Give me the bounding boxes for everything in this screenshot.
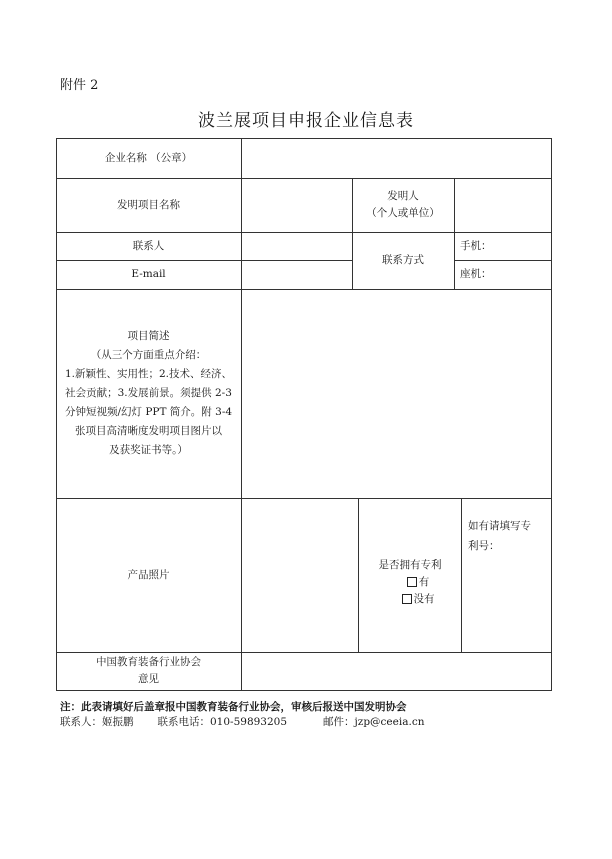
patent-number-label: 如有请填写专 [468, 520, 531, 532]
spacer [134, 714, 158, 729]
patent-question [359, 498, 461, 652]
association-name: 中国教育装备行业协会 [96, 656, 201, 668]
project-name-field[interactable] [242, 179, 352, 232]
contact-person-field[interactable] [242, 233, 352, 260]
page-title: 波兰展项目申报企业信息表 [198, 111, 414, 131]
attachment-label: 附件 2 [60, 78, 99, 93]
association-opinion-label [56, 652, 241, 690]
inventor-title: 发明人 [387, 190, 419, 202]
inventor-label [352, 178, 454, 232]
company-name-label: 企业名称 （公章） [104, 151, 193, 164]
patent-yes-option[interactable] [407, 574, 430, 591]
patent-number-label-2: 利号： [468, 540, 500, 552]
patent-yes-checkbox[interactable] [407, 577, 417, 587]
patent-yes-label: 有 [418, 575, 430, 588]
project-description-label [56, 289, 241, 498]
landline-field[interactable]: 座机： [460, 268, 492, 280]
application-form [56, 138, 552, 690]
inventor-subtitle: （个人或单位） [366, 207, 440, 219]
description-line: （从三个方面重点介绍： [90, 349, 207, 361]
email-label: E-mail [131, 268, 166, 280]
contact-phone: 联系电话：010-59893205 [157, 716, 288, 728]
contact-email: 邮件：jzp@ceeia.cn [323, 716, 425, 728]
patent-no-label: 没有 [413, 592, 435, 605]
description-line: 张项目高清晰度发明项目图片以 [75, 425, 222, 437]
company-name-field[interactable] [242, 139, 551, 178]
description-line: 1.新颖性、实用性；2.技术、经济、 [64, 368, 233, 380]
inventor-field[interactable] [455, 179, 551, 232]
description-title: 项目简述 [127, 330, 170, 342]
contact-method-label: 联系方式 [382, 254, 424, 266]
product-photo-label: 产品照片 [127, 568, 170, 581]
patent-question-label: 是否拥有专利 [378, 558, 442, 571]
project-name-label: 发明项目名称 [117, 198, 180, 211]
association-opinion-field[interactable] [242, 653, 551, 690]
footer-note: 注：此表请填好后盖章报中国教育装备行业协会，审核后报送中国发明协会 [60, 701, 407, 713]
footer-contact [60, 714, 424, 729]
patent-no-checkbox[interactable] [402, 594, 412, 604]
mobile-field[interactable]: 手机： [460, 239, 492, 252]
description-line: 及获奖证书等。） [109, 444, 188, 456]
patent-number-field[interactable] [462, 499, 551, 652]
opinion-label: 意见 [138, 673, 159, 685]
spacer [287, 714, 323, 729]
product-photo-field[interactable] [242, 499, 358, 652]
contact-person-label: 联系人 [132, 239, 165, 252]
form-border-bottom [56, 690, 552, 691]
email-field[interactable] [242, 261, 352, 289]
description-line: 分钟短视频/幻灯 PPT 简介。附 3-4 [64, 406, 233, 418]
patent-no-option[interactable] [402, 591, 435, 608]
form-border-right [551, 138, 552, 690]
description-line: 社会贡献；3.发展前景。须提供 2-3 [65, 387, 232, 399]
project-description-field[interactable] [242, 290, 551, 498]
contact-person: 联系人：姬振鹏 [60, 716, 134, 728]
